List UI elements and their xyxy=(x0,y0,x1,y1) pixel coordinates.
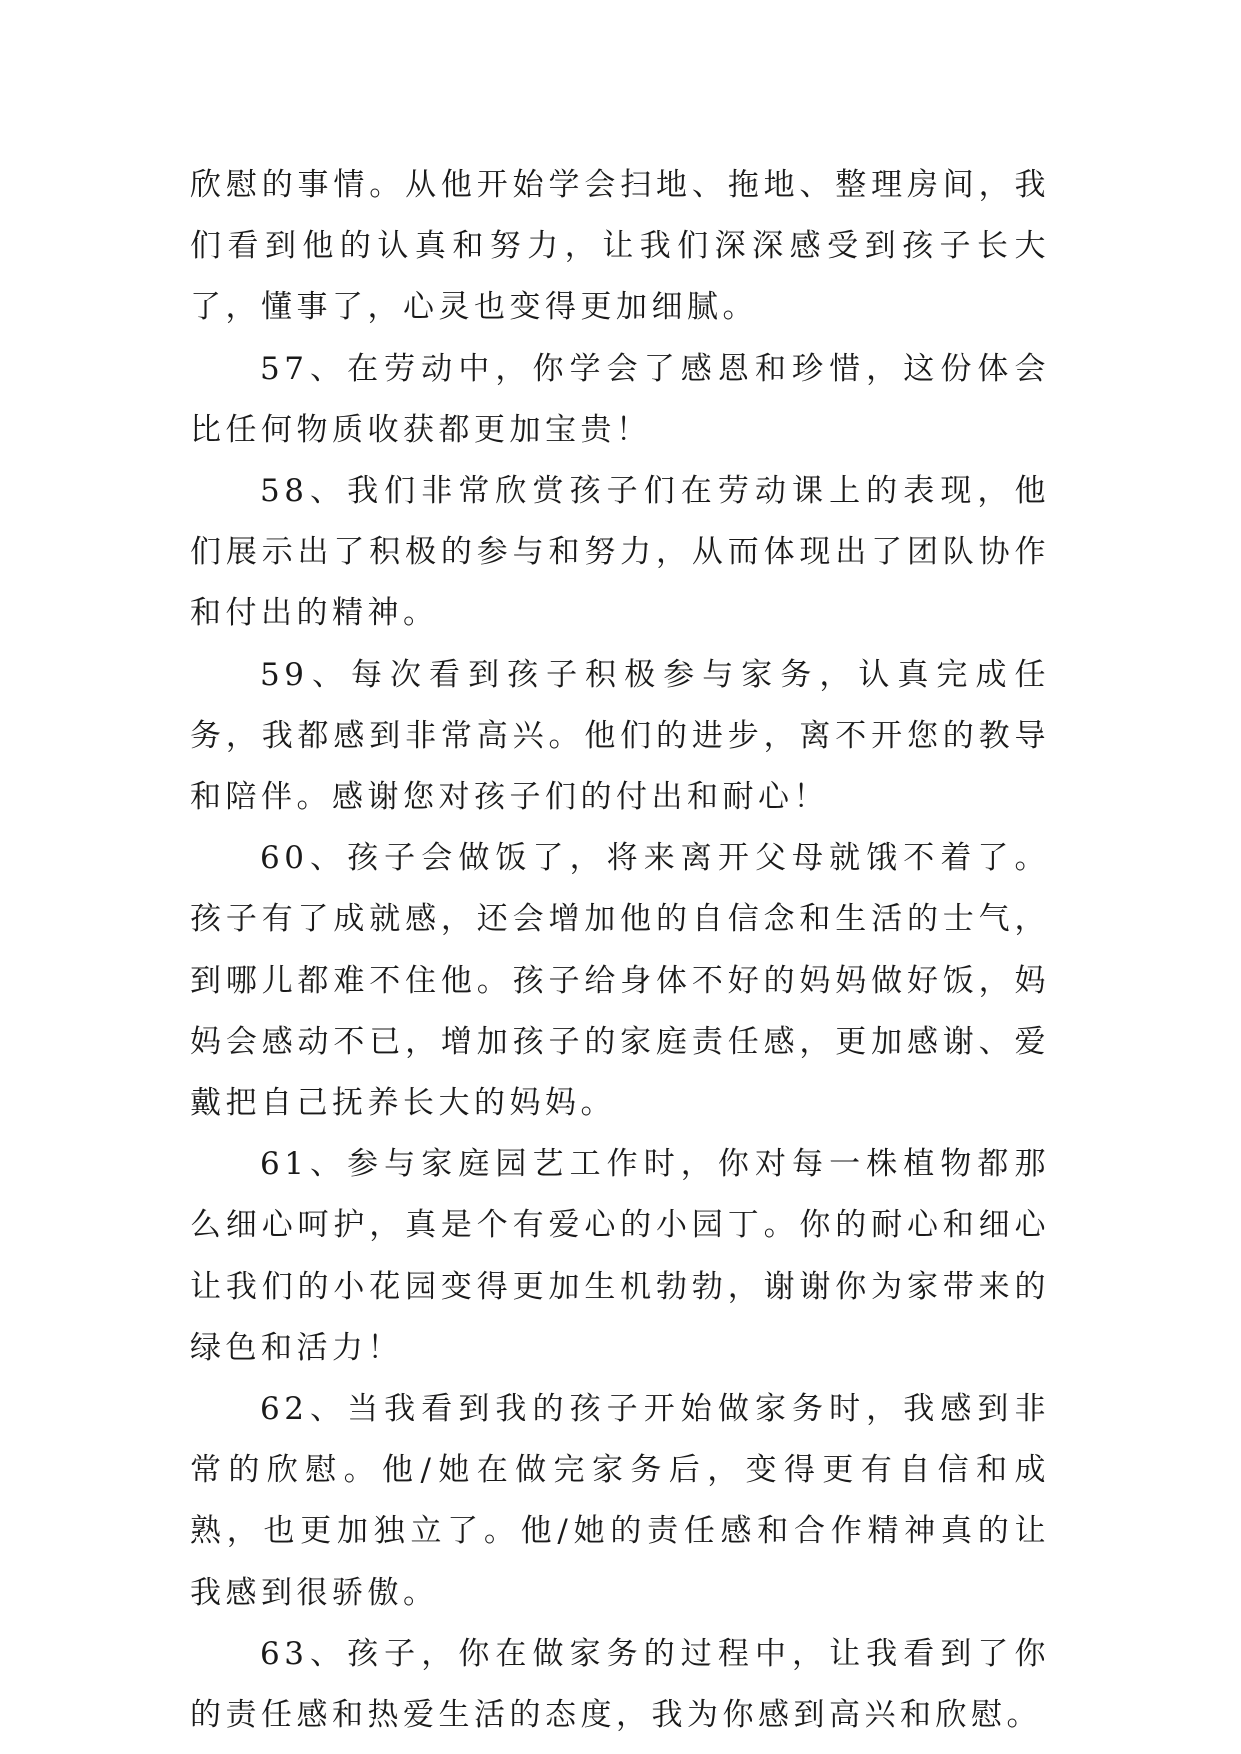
paragraph-57: 57、在劳动中，你学会了感恩和珍惜，这份体会比任何物质收获都更加宝贵！ xyxy=(190,350,1050,448)
paragraph-63: 63、孩子，你在做家务的过程中，让我看到了你的责任感和热爱生活的态度，我为你感到高兴和欣慰。 xyxy=(190,1635,1050,1734)
paragraph-58: 58、我们非常欣赏孩子们在劳动课上的表现，他们展示出了积极的参与和努力，从而体现出了团队协作和付出的精神。 xyxy=(190,473,1050,632)
paragraph-62: 62、当我看到我的孩子开始做家务时，我感到非常的欣慰。他/她在做完家务后，变得更有自信和成熟，也更加独立了。他/她的责任感和合作精神真的让我感到很骄傲。 xyxy=(190,1391,1050,1611)
paragraph-60: 60、孩子会做饭了，将来离开父母就饿不着了。孩子有了成就感，还会增加他的自信念和生活的士气，到哪儿都难不住他。孩子给身体不好的妈妈做好饭，妈妈会感动不已，增加孩子的家庭责任感，更加感谢、爱戴把自己抚养长大的妈妈。 xyxy=(190,840,1050,1122)
paragraph-continuation: 欣慰的事情。从他开始学会扫地、拖地、整理房间，我们看到他的认真和努力，让我们深深感受到孩子长大了，懂事了，心灵也变得更加细腻。 xyxy=(190,167,1050,326)
paragraph-59: 59、每次看到孩子积极参与家务，认真完成任务，我都感到非常高兴。他们的进步，离不开您的教导和陪伴。感谢您对孩子们的付出和耐心！ xyxy=(190,656,1050,816)
paragraph-61: 61、参与家庭园艺工作时，你对每一株植物都那么细心呵护，真是个有爱心的小园丁。你的耐心和细心让我们的小花园变得更加生机勃勃，谢谢你为家带来的绿色和活力！ xyxy=(190,1146,1050,1366)
document-body xyxy=(190,155,1050,1746)
